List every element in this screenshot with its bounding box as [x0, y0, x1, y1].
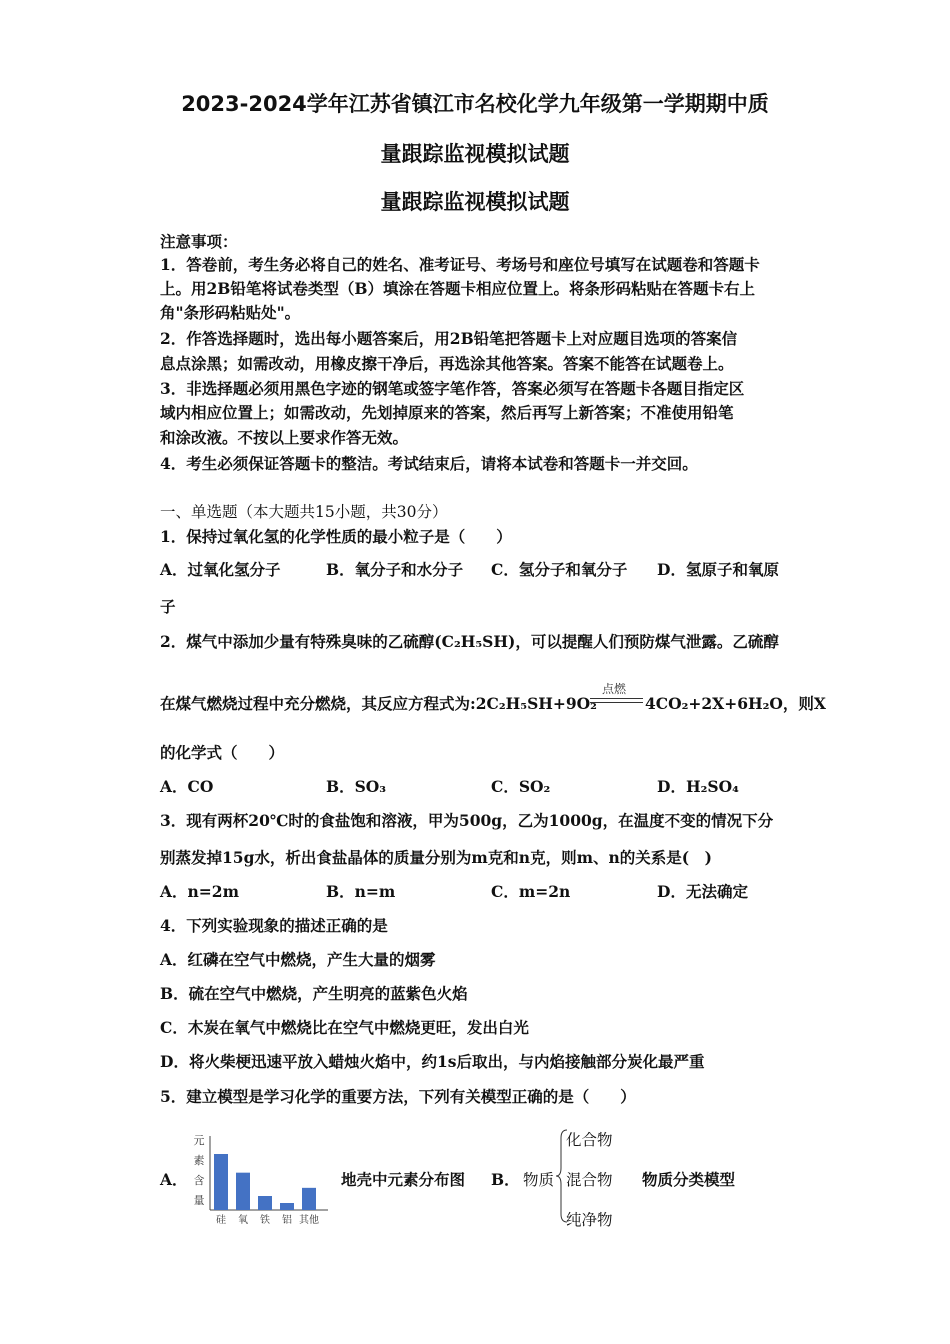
q5-option-b-caption: 物质分类模型 — [642, 1170, 736, 1189]
q1-stem: 1．保持过氧化氢的化学性质的最小粒子是（ ） — [160, 527, 512, 546]
q2-option-a: A．CO — [160, 777, 214, 796]
classification-branch: 化合物 — [566, 1131, 613, 1149]
notice-line: 域内相应位置上；如需改动，先划掉原来的答案，然后再写上新答案；不准使用铅笔 — [160, 403, 734, 422]
notice-line: 上。用2B铅笔将试卷类型（B）填涂在答题卡相应位置上。将条形码粘贴在答题卡右上 — [160, 279, 755, 298]
page-title-line2: 量跟踪监视模拟试题 — [380, 142, 570, 166]
q5-option-b-label: B． — [491, 1170, 520, 1189]
crust-element-bar-chart — [190, 1132, 330, 1227]
q5-stem: 5．建立模型是学习化学的重要方法，下列有关模型正确的是（ ） — [160, 1087, 636, 1106]
q2-stem-line1: 2．煤气中添加少量有特殊臭味的乙硫醇(C₂H₅SH)，可以提醒人们预防煤气泄露。乙硫醇 — [160, 632, 779, 651]
chart-bar — [258, 1196, 272, 1210]
q4-option-a: A．红磷在空气中燃烧，产生大量的烟雾 — [160, 950, 436, 969]
q2-stem-line2-post: 4CO₂+2X+6H₂O，则X — [645, 694, 826, 713]
chart-y-label-char: 量 — [193, 1194, 205, 1207]
q4-stem: 4．下列实验现象的描述正确的是 — [160, 916, 388, 935]
q2-option-c: C．SO₂ — [491, 777, 551, 796]
reaction-condition-arrow — [590, 682, 643, 710]
q5-option-a-label: A． — [160, 1170, 188, 1189]
chart-ylabel — [194, 1134, 205, 1207]
chart-x-tick-label: 硅 — [216, 1215, 226, 1226]
notice-heading: 注意事项： — [160, 232, 238, 251]
q3-option-c: C．m=2n — [491, 882, 571, 901]
notice-line: 1．答卷前，考生务必将自己的姓名、准考证号、考场号和座位号填写在试题卷和答题卡 — [160, 255, 760, 274]
page-title-line3: 量跟踪监视模拟试题 — [380, 190, 570, 214]
notice-line: 4．考生必须保证答题卡的整洁。考试结束后，请将本试卷和答题卡一并交回。 — [160, 454, 698, 473]
chart-y-label-char: 含 — [193, 1174, 205, 1187]
chart-bar — [280, 1203, 294, 1210]
q1-option-d-cont: 子 — [160, 597, 176, 616]
reaction-condition: 点燃 — [602, 682, 627, 696]
q4-option-b: B．硫在空气中燃烧，产生明亮的蓝紫色火焰 — [160, 984, 468, 1003]
equals-sign-top — [590, 698, 643, 699]
notice-line: 3．非选择题必须用黑色字迹的钢笔或签字笔作答，答案必须写在答题卡各题目指定区 — [160, 379, 745, 398]
chart-x-tick-label: 铝 — [282, 1215, 292, 1226]
equals-sign-bottom — [590, 702, 643, 703]
page-title-line1: 2023-2024学年江苏省镇江市名校化学九年级第一学期期中质 — [181, 92, 769, 116]
q1-option-c: C．氢分子和氧分子 — [491, 560, 628, 579]
q2-stem-line2-pre: 在煤气燃烧过程中充分燃烧，其反应方程式为:2C₂H₅SH+9O₂ — [160, 694, 597, 713]
q3-option-d: D．无法确定 — [657, 882, 748, 901]
q1-option-b: B．氧分子和水分子 — [326, 560, 464, 579]
q4-option-d: D．将火柴梗迅速平放入蜡烛火焰中，约1s后取出，与内焰接触部分炭化最严重 — [160, 1052, 705, 1071]
q1-option-a: A．过氧化氢分子 — [160, 560, 281, 579]
chart-y-label-char: 素 — [193, 1154, 205, 1167]
q3-option-b: B．n=m — [326, 882, 396, 901]
classification-branch: 纯净物 — [566, 1211, 613, 1229]
notice-line: 角"条形码粘贴处"。 — [160, 303, 301, 322]
q2-option-d: D．H₂SO₄ — [657, 777, 739, 796]
chart-y-label-char: 元 — [193, 1134, 205, 1147]
q5-option-a-caption: 地壳中元素分布图 — [341, 1170, 466, 1189]
chart-bar — [214, 1154, 228, 1210]
q4-option-c: C．木炭在氧气中燃烧比在空气中燃烧更旺，发出白光 — [160, 1018, 529, 1037]
classification-root: 物质 — [523, 1171, 555, 1189]
chart-x-tick-label: 铁 — [260, 1215, 270, 1226]
q1-option-d: D．氢原子和氧原 — [657, 560, 779, 579]
chart-x-tick-label: 其他 — [299, 1215, 319, 1226]
notice-line: 2．作答选择题时，选出每小题答案后，用2B铅笔把答题卡上对应题目选项的答案信 — [160, 329, 738, 348]
chart-x-tick-label: 氧 — [238, 1215, 248, 1226]
notice-line: 和涂改液。不按以上要求作答无效。 — [160, 428, 409, 447]
q3-option-a: A．n=2m — [160, 882, 239, 901]
notice-line: 息点涂黑；如需改动，用橡皮擦干净后，再选涂其他答案。答案不能答在试题卷上。 — [160, 354, 734, 373]
q2-option-b: B．SO₃ — [326, 777, 387, 796]
q2-stem-line3: 的化学式（ ） — [160, 743, 285, 762]
section-heading: 一、单选题（本大题共15小题，共30分） — [160, 503, 448, 521]
chart-bar — [236, 1173, 250, 1210]
q3-stem-line1: 3．现有两杯20℃时的食盐饱和溶液，甲为500g，乙为1000g，在温度不变的情况下分 — [160, 811, 774, 830]
q3-stem-line2: 别蒸发掉15g水，析出食盐晶体的质量分别为m克和n克，则m、n的关系是( ) — [160, 848, 712, 867]
classification-branch: 混合物 — [566, 1171, 613, 1189]
chart-bar — [302, 1188, 316, 1210]
